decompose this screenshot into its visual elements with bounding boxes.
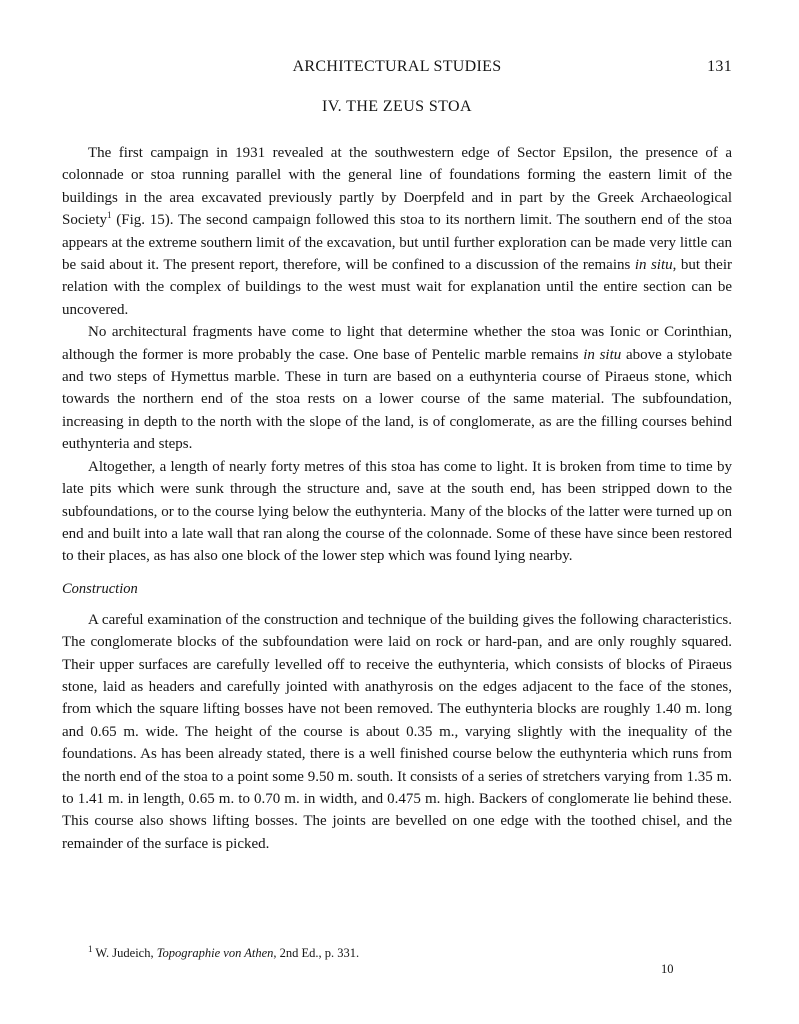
- page-number: 131: [707, 58, 732, 75]
- paragraph-4: A careful examination of the construction and technique of the building gives the following characteristics. The conglomerate blocks of the subfoundation were laid on rock or hard-pan, and are only roughly squared. Their upper surfaces are carefully levelled off to receive the euthynteria, which consists of blocks of Piraeus stone, laid as headers and carefully jointed with anathyrosis on the edges adjacent to the face of the stones, from which the square lifting bosses have not been removed. The euthynteria blocks are roughly 1.40 m. long and 0.65 m. wide. The height of the course is about 0.35 m., varying slightly with the inequality of the foundations. As has been already stated, there is a well finished course below the euthynteria which runs from the north end of the stoa to a point some 9.50 m. south. It consists of a series of stretchers varying from 1.35 m. to 1.41 m. in length, 0.65 m. to 0.70 m. in width, and 0.475 m. high. Backers of conglomerate lie behind these. This course also shows lifting bosses. The joints are bevelled on one edge with the toothed chisel, and the remainder of the surface is picked.: [62, 611, 732, 852]
- paragraph-1: [62, 142, 732, 321]
- p1-text-b: (Fig. 15). The second campaign followed this stoa to its northern limit. The southern end of the stoa appears at the extreme southern limit of the excavation, but until further exploration can be made very little can be said about it. The present report, therefore, will be confined to a discussion of the remains: [62, 212, 732, 274]
- p2-text-a: No architectural fragments have come to light that determine whether the stoa was Ionic or Corinthian, although the former is more probably the case. One base of Pentelic marble remains: [62, 324, 732, 363]
- footnote-mark: 1: [88, 943, 93, 954]
- paragraph-3: Altogether, a length of nearly forty metres of this stoa has come to light. It is broken from time to time by late pits which were sunk through the structure and, save at the south end, has been stripped down to the subfoundations, or to the course lying below the euthynteria. Many of the blocks of the latter were turned up on end and built into a late wall that ran along the course of the colonnade. Some of these have since been restored to their places, as has also one block of the lower step which was found lying nearby.: [62, 458, 732, 565]
- paragraph-2: [62, 321, 732, 455]
- signature-number: 10: [661, 962, 674, 976]
- footnote-title: Topographie von Athen: [156, 946, 274, 960]
- footnote-rest: , 2nd Ed., p. 331.: [273, 946, 360, 960]
- p2-text-b: above a stylobate and two steps of Hymettus marble. These in turn are based on a euthynteria course of Piraeus stone, which towards the northern end of the stoa rests on a lower course of the same material. The subfoundation, increasing in depth to the north with the slope of the land, is of conglomerate, as are the filling courses behind euthynteria and steps.: [62, 346, 733, 453]
- footnote: [88, 945, 728, 961]
- running-header: [62, 58, 732, 80]
- section-title: IV. THE ZEUS STOA: [322, 98, 472, 115]
- footnote-reference[interactable]: 1: [107, 210, 112, 221]
- p1-italic: in situ: [634, 257, 673, 274]
- running-title: ARCHITECTURAL STUDIES: [292, 58, 502, 75]
- p1-text-c: , but their relation with the complex of buildings to the west must wait for explanation until the entire section can be uncovered.: [62, 257, 733, 318]
- p1-text-a: The first campaign in 1931 revealed at the southwestern edge of Sector Epsilon, the presence of a colonnade or stoa running parallel with the general line of foundations forming the eastern limit of the buildings in the area excavated previously partly by Doerpfeld and in part by the Greek Archaeological Society: [62, 145, 732, 229]
- subsection-heading: Construction: [62, 580, 138, 597]
- body-text: [62, 142, 732, 855]
- p2-italic: in situ: [583, 346, 622, 363]
- footnote-author: W. Judeich,: [92, 946, 157, 960]
